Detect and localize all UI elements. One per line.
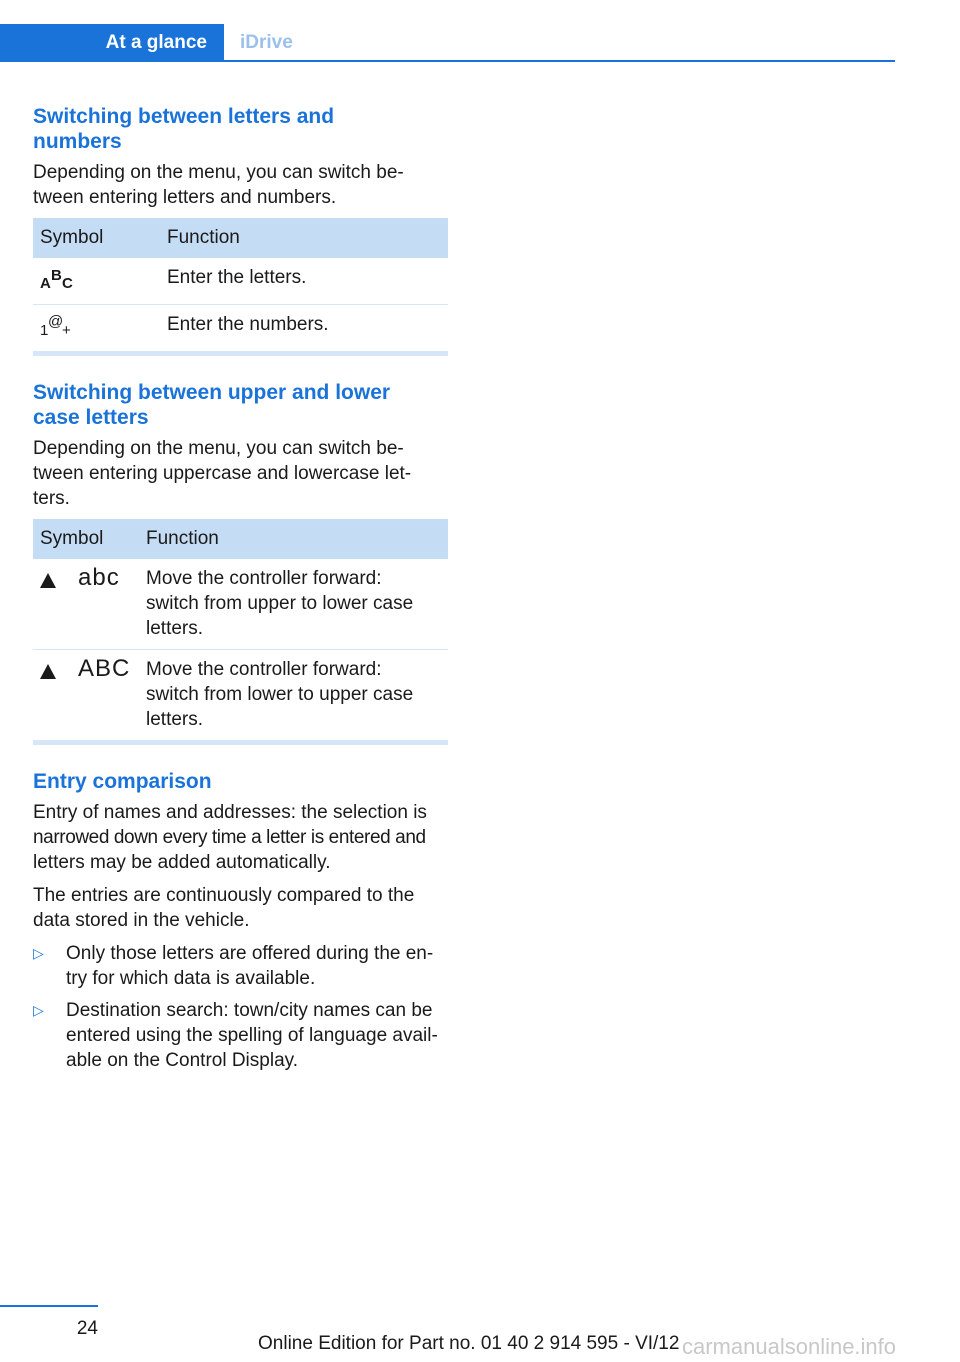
col-header-symbol: Symbol — [33, 519, 139, 559]
section-heading-letters-numbers — [33, 104, 448, 154]
tab-idrive[interactable]: iDrive — [240, 32, 293, 53]
letters-symbol-icon: A B C — [40, 267, 73, 292]
heading-line: case letters — [33, 406, 149, 429]
lowercase-symbol-icon: abc — [78, 564, 120, 591]
tab-at-a-glance[interactable]: At a glance — [0, 24, 224, 62]
body-line: Depending on the menu, you can switch be- — [33, 162, 404, 183]
watermark: carmanualsonline.info — [682, 1334, 897, 1359]
heading-line: numbers — [33, 130, 122, 153]
edition-text: Online Edition for Part no. 01 40 2 914 595 - VI/12 — [258, 1333, 680, 1354]
heading-line: Switching between upper and lower — [33, 381, 391, 404]
symbol-cell — [33, 258, 160, 305]
table-header-row — [33, 218, 448, 258]
function-cell — [139, 650, 448, 741]
body-line: narrowed down every time a letter is entered and — [33, 827, 426, 848]
symbol-table-case — [33, 519, 448, 740]
function-line: letters. — [146, 709, 204, 730]
list-line: try for which data is available. — [66, 968, 316, 989]
triangle-bullet-icon: ▷ — [33, 1002, 44, 1018]
body-line: tween entering uppercase and lowercase let- — [33, 463, 412, 484]
list-line: Destination search: town/city names can be — [66, 1000, 433, 1021]
function-line: switch from upper to lower case — [146, 593, 414, 614]
page-header — [0, 0, 960, 62]
numbers-symbol-icon: 1 @ + — [40, 313, 71, 339]
section-body — [33, 883, 448, 933]
symbol-cell — [33, 305, 160, 352]
list-line: able on the Control Display. — [66, 1050, 298, 1071]
table-row — [33, 650, 448, 741]
body-line: Depending on the menu, you can switch be- — [33, 438, 404, 459]
uppercase-symbol-icon: ABC — [78, 655, 131, 682]
body-line: letters may be added automatically. — [33, 852, 331, 873]
heading-line: Switching between letters and — [33, 105, 335, 128]
col-header-function: Function — [139, 519, 448, 559]
function-cell: Enter the letters. — [160, 258, 448, 305]
list-line: Only those letters are offered during the en- — [66, 943, 434, 964]
footer-divider — [0, 1305, 98, 1307]
function-line: letters. — [146, 618, 204, 639]
body-line: data stored in the vehicle. — [33, 910, 250, 931]
bullet-list — [33, 941, 448, 1073]
triangle-bullet-icon: ▷ — [33, 945, 44, 961]
body-line: The entries are continuously compared to the — [33, 885, 415, 906]
function-line: switch from lower to upper case — [146, 684, 414, 705]
list-item — [33, 998, 448, 1073]
header-divider — [0, 60, 895, 62]
body-line: ters. — [33, 488, 70, 509]
symbol-table-letters-numbers — [33, 218, 448, 351]
triangle-up-icon — [40, 664, 56, 679]
body-line: tween entering letters and numbers. — [33, 187, 337, 208]
function-cell — [139, 559, 448, 650]
list-item — [33, 941, 448, 991]
table-header-row — [33, 519, 448, 559]
section-heading-entry-comparison: Entry comparison — [33, 770, 212, 793]
table-row — [33, 559, 448, 650]
main-content — [33, 104, 448, 1080]
page-number: 24 — [76, 1318, 98, 1339]
triangle-up-icon — [40, 573, 56, 588]
col-header-symbol: Symbol — [33, 218, 160, 258]
col-header-function: Function — [160, 218, 448, 258]
table-row — [33, 258, 448, 305]
symbol-cell — [33, 559, 139, 650]
function-line: Move the controller forward: — [146, 568, 382, 589]
function-line: Move the controller forward: — [146, 659, 382, 680]
section-body — [33, 800, 448, 875]
body-line: Entry of names and addresses: the selection is — [33, 802, 427, 823]
table-row — [33, 305, 448, 352]
symbol-cell — [33, 650, 139, 741]
section-heading-upper-lower — [33, 380, 448, 430]
function-cell: Enter the numbers. — [167, 314, 329, 335]
section-body — [33, 160, 448, 210]
list-line: entered using the spelling of language avail- — [66, 1025, 438, 1046]
section-body — [33, 436, 448, 511]
